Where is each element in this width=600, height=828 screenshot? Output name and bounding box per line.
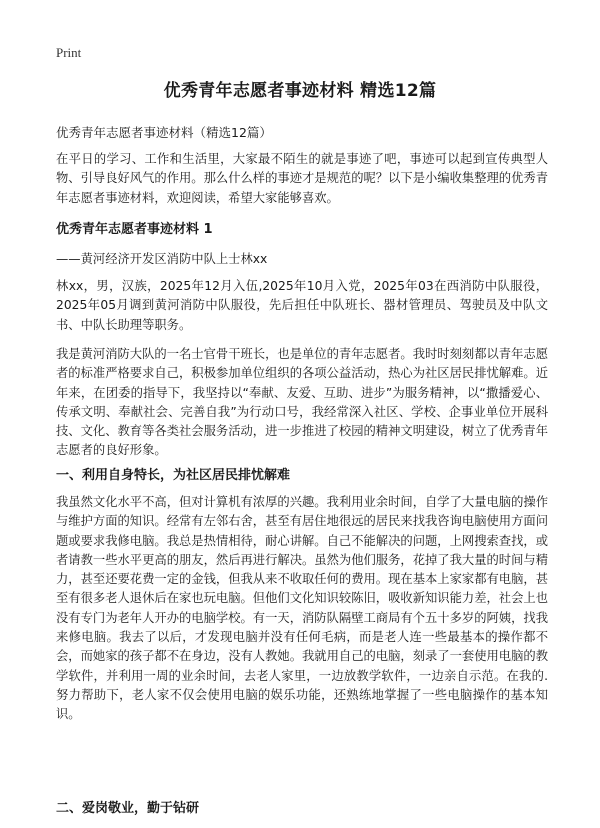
subsection-heading-2: 二、爱岗敬业，勤于钻研	[56, 801, 200, 816]
section-heading-1: 优秀青年志愿者事迹材料 1	[56, 222, 213, 237]
section-byline: ——黄河经济开发区消防中队上士林xx	[56, 252, 268, 266]
page-title: 优秀青年志愿者事迹材料 精选12篇	[163, 81, 437, 101]
profile-paragraph: 林xx，男，汉族，2025年12月入伍,2025年10月入党，2025年03在西消防中队服役，2025年05月调到黄河消防中队服役，先后担任中队班长、器材管理员、驾驶员及中队文书、中队长助理等职务。	[56, 279, 548, 332]
body-paragraph-3: 我虽然文化水平不高，但对计算机有浓厚的兴趣。我利用业余时间，自学了大量电脑的操作与维护方面的知识。经常有左邻右舍，甚至有居住地很远的居民来找我咨询电脑使用方面问题或要求我修电脑。我总是热情相待，耐心讲解。自己不能解决的问题，上网搜索查找，或者请教一些水平更高的朋友，然后再进行解决。虽然为他们服务，花掉了我大量的时间与精力，甚至还要花费一定的金钱，但我从来不收取任何的费用。现在基本上家家都有电脑，甚至有很多老人退休后在家也玩电脑。但他们文化知识较陈旧，吸收新知识能力差，社会上也没有专门为老年人开办的电脑学校。有一天，消防队隔壁工商局有个五十多岁的阿姨，找我来修电脑。我去了以后，才发现电脑并没有任何毛病，而是老人连一些最基本的操作都不会，而她家的孩子都不在身边，没有人教她。我就用自己的电脑，刻录了一套使用电脑的教学软件，并利用一周的业余时间，去老人家里，一边放教学软件，一边亲自示范。在我的.努力帮助下，老人家不仅会使用电脑的娱乐功能，还熟练地掌握了一些电脑操作的基本知识。	[56, 495, 548, 722]
print-label[interactable]: Print	[56, 45, 82, 60]
body-paragraph-2: 我是黄河消防大队的一名士官骨干班长，也是单位的青年志愿者。我时时刻刻都以青年志愿者的标准严格要求自己，积极参加单位组织的各项公益活动，热心为社区居民排忧解难。近年来，在团委的指导下，我坚持以“奉献、友爱、互助、进步”为服务精神，以“撒播爱心、传承文明、奉献社会、完善自我”为行动口号，我经常深入社区、学校、企事业单位开展科技、文化、教育等各类社会服务活动，进一步推进了校园的精神文明建设，树立了优秀青年志愿者的良好形象。	[56, 347, 548, 458]
intro-paragraph: 在平日的学习、工作和生活里，大家最不陌生的就是事迹了吧，事迹可以起到宣传典型人物、引导良好风气的作用。那么什么样的事迹才是规范的呢？以下是小编收集整理的优秀青年志愿者事迹材料，欢迎阅读，希望大家能够喜欢。	[56, 152, 548, 205]
subsection-heading-1: 一、利用自身特长，为社区居民排忧解难	[56, 468, 291, 483]
document-subtitle: 优秀青年志愿者事迹材料（精选12篇）	[56, 125, 272, 140]
